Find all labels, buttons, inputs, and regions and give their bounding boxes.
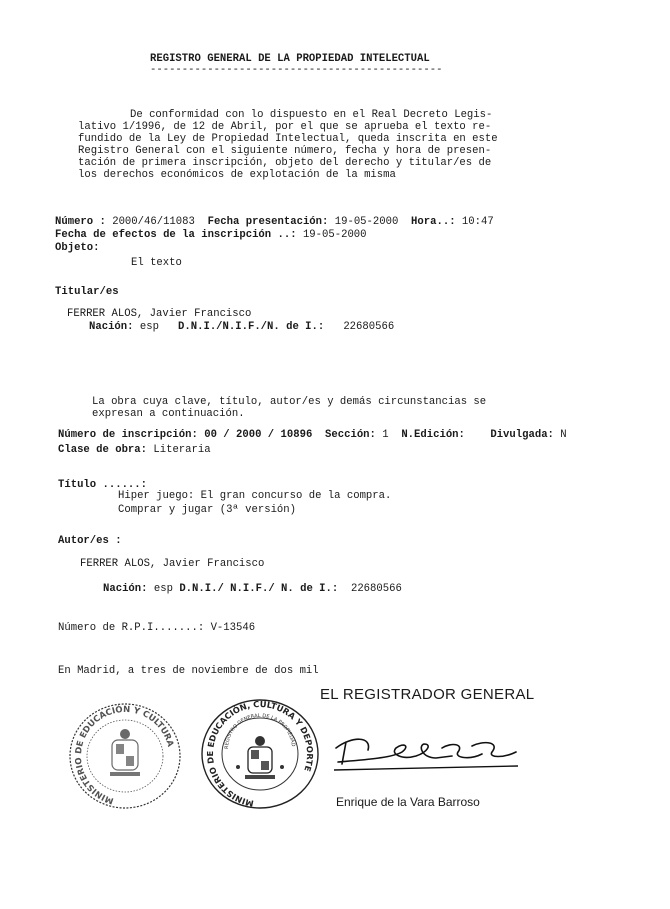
- registrador-name: Enrique de la Vara Barroso: [336, 795, 480, 809]
- obra-intro-line-2: expresan a continuación.: [92, 408, 245, 420]
- registrador-title: EL REGISTRADOR GENERAL: [320, 686, 535, 703]
- divulgada-value: N: [560, 429, 567, 441]
- clase-value: Literaria: [153, 444, 211, 456]
- document-title: REGISTRO GENERAL DE LA PROPIEDAD INTELECTUAL: [150, 53, 430, 65]
- autor-dni-value: 22680566: [350, 583, 402, 595]
- titulo-line-2: Comprar y jugar (3ª versión): [118, 504, 297, 516]
- seccion-value: 1: [382, 429, 389, 441]
- titular-nacion-label: Nación:: [89, 321, 134, 333]
- right-seal-stamp: [198, 697, 322, 811]
- inscripcion-label: Número de inscripción:: [58, 429, 198, 441]
- clase-label: Clase de obra:: [58, 444, 148, 456]
- left-seal-stamp: [66, 700, 184, 812]
- numero-value: 2000/46/11083: [112, 216, 195, 228]
- intro-line-5: tación de primera inscripción, objeto del derecho y titular/es de: [78, 157, 492, 169]
- intro-line-3: fundido de la Ley de Propiedad Intelectual, queda inscrita en este: [78, 133, 498, 145]
- edicion-label: N.Edición:: [401, 429, 465, 441]
- titular-dni-value: 22680566: [343, 321, 395, 333]
- divulgada-label: Divulgada:: [490, 429, 554, 441]
- titular-nacion-value: esp: [139, 321, 159, 333]
- title-underline: ----------------------------------------------: [150, 64, 443, 76]
- fecha-presentacion-value: 19-05-2000: [334, 216, 399, 228]
- titular-nacion-row: [89, 321, 394, 333]
- titular-name: FERRER ALOS, Javier Francisco: [67, 308, 252, 320]
- place-date: En Madrid, a tres de noviembre de dos mil: [58, 665, 319, 677]
- numero-row: [55, 216, 494, 228]
- intro-line-4: Registro General con el siguiente número, fecha y hora de presen-: [78, 145, 492, 157]
- autor-label: Autor/es :: [58, 535, 122, 547]
- numero-label: Número :: [55, 216, 106, 228]
- signature: [332, 730, 522, 778]
- left-seal-text: MINISTERIO DE EDUCACIÓN Y CULTURA: [73, 704, 176, 806]
- titular-label: Titular/es: [55, 286, 119, 298]
- hora-value: 10:47: [461, 216, 494, 228]
- titular-dni-label: D.N.I./N.I.F./N. de I.:: [178, 321, 325, 333]
- autor-nacion-row: [103, 583, 402, 595]
- efectos-row: [55, 229, 367, 241]
- clase-row: [58, 444, 211, 456]
- autor-dni-label: D.N.I./ N.I.F./ N. de I.:: [179, 583, 339, 595]
- inscripcion-row: [58, 429, 567, 441]
- autor-nacion-label: Nación:: [103, 583, 148, 595]
- rpi-row: [58, 622, 255, 634]
- intro-line-1: De conformidad con lo dispuesto en el Real Decreto Legis-: [130, 109, 493, 121]
- titulo-label: Título ......:: [58, 479, 148, 491]
- autor-nacion-value: esp: [153, 583, 173, 595]
- objeto-label: Objeto:: [55, 242, 100, 254]
- rpi-value: V-13546: [210, 622, 256, 634]
- objeto-value: El texto: [131, 257, 182, 269]
- intro-line-2: lativo 1/1996, de 12 de Abril, por el que se aprueba el texto re-: [78, 121, 492, 133]
- autor-name: FERRER ALOS, Javier Francisco: [80, 558, 265, 570]
- svg-text:MINISTERIO DE EDUCACIÓN Y CULT: [74, 703, 175, 805]
- hora-label: Hora..:: [411, 216, 456, 228]
- fecha-presentacion-label: Fecha presentación:: [207, 216, 329, 228]
- efectos-value: 19-05-2000: [302, 229, 367, 241]
- efectos-label: Fecha de efectos de la inscripción ..:: [55, 229, 297, 241]
- right-seal-text: MINISTERIO DE EDUCACIÓN, CULTURA Y DEPORTE: [205, 698, 316, 809]
- intro-line-6: los derechos económicos de explotación de la misma: [78, 169, 396, 181]
- right-seal-inner-text: REGISTRO GENERAL DE LA PROPIEDAD: [223, 712, 296, 750]
- inscripcion-value: 00 / 2000 / 10896: [204, 429, 313, 441]
- rpi-label: Número de R.P.I.......:: [58, 622, 205, 634]
- seccion-label: Sección:: [325, 429, 376, 441]
- titulo-line-1: Hiper juego: El gran concurso de la compra.: [118, 490, 392, 502]
- obra-intro-line-1: La obra cuya clave, título, autor/es y demás circunstancias se: [92, 396, 487, 408]
